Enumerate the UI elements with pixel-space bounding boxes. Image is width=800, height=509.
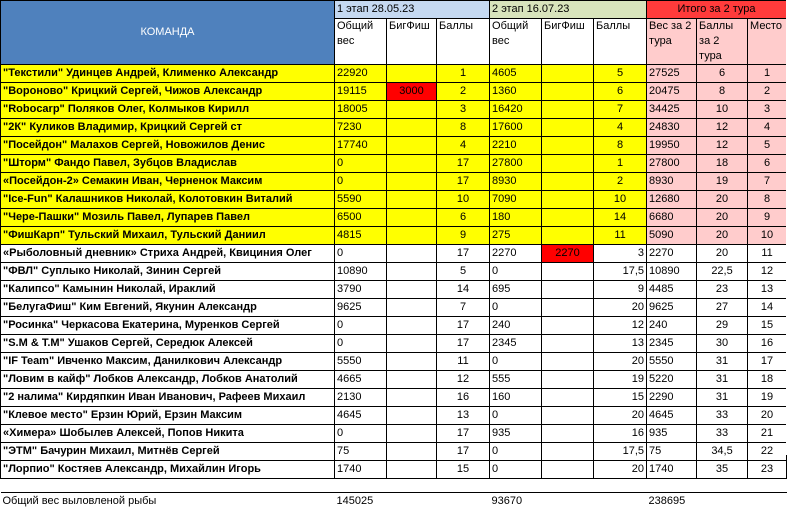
bigfish1-cell[interactable] bbox=[387, 209, 437, 227]
points2-cell[interactable]: 20 bbox=[594, 407, 647, 425]
total-points-cell[interactable]: 20 bbox=[697, 245, 748, 263]
total-weight-cell[interactable]: 240 bbox=[647, 317, 697, 335]
total-points-cell[interactable]: 19 bbox=[697, 173, 748, 191]
weight2-cell[interactable]: 555 bbox=[490, 371, 542, 389]
team-cell[interactable]: "2К" Куликов Владимир, Крицкий Сергей ст bbox=[1, 119, 335, 137]
bigfish2-cell[interactable] bbox=[542, 155, 594, 173]
weight1-cell[interactable]: 0 bbox=[335, 173, 387, 191]
points2-cell[interactable]: 20 bbox=[594, 299, 647, 317]
weight2-cell[interactable]: 17600 bbox=[490, 119, 542, 137]
weight2-cell[interactable]: 2210 bbox=[490, 137, 542, 155]
bigfish2-cell[interactable] bbox=[542, 137, 594, 155]
weight1-cell[interactable]: 22920 bbox=[335, 65, 387, 83]
bigfish1-cell[interactable]: 3000 bbox=[387, 83, 437, 101]
bigfish2-cell[interactable] bbox=[542, 407, 594, 425]
weight2-cell[interactable]: 275 bbox=[490, 227, 542, 245]
place-cell[interactable]: 15 bbox=[748, 317, 787, 335]
table-row bbox=[1, 389, 787, 407]
place-cell[interactable]: 19 bbox=[748, 389, 787, 407]
weight2-cell[interactable]: 7090 bbox=[490, 191, 542, 209]
team-cell[interactable]: "ЭТМ" Бачурин Михаил, Митнёв Сергей bbox=[1, 443, 335, 461]
team-cell[interactable]: "ФВЛ" Суплыко Николай, Зинин Сергей bbox=[1, 263, 335, 281]
empty-cell[interactable] bbox=[542, 479, 594, 493]
weight1-cell[interactable]: 0 bbox=[335, 317, 387, 335]
place-cell[interactable]: 10 bbox=[748, 227, 787, 245]
points2-cell[interactable]: 4 bbox=[594, 119, 647, 137]
empty-cell[interactable] bbox=[437, 493, 490, 509]
weight2-cell[interactable]: 935 bbox=[490, 425, 542, 443]
place-cell[interactable]: 22 bbox=[748, 443, 787, 461]
total-weight-cell[interactable]: 9625 bbox=[647, 299, 697, 317]
place-cell[interactable]: 14 bbox=[748, 299, 787, 317]
weight2-cell[interactable]: 4605 bbox=[490, 65, 542, 83]
table-row bbox=[1, 245, 787, 263]
total-points-cell[interactable]: 12 bbox=[697, 119, 748, 137]
bigfish1-cell[interactable] bbox=[387, 461, 437, 479]
bigfish1-cell[interactable] bbox=[387, 371, 437, 389]
table-row bbox=[1, 299, 787, 317]
team-cell[interactable]: "Вороново" Крицкий Сергей, Чижов Александр bbox=[1, 83, 335, 101]
weight2-cell[interactable]: 180 bbox=[490, 209, 542, 227]
summary-row bbox=[1, 493, 787, 509]
points1-cell[interactable]: 17 bbox=[437, 245, 490, 263]
points1-cell[interactable]: 17 bbox=[437, 335, 490, 353]
table-row bbox=[1, 461, 787, 479]
weight2-cell[interactable]: 16420 bbox=[490, 101, 542, 119]
points2-cell[interactable]: 17,5 bbox=[594, 263, 647, 281]
weight1-cell[interactable]: 3790 bbox=[335, 281, 387, 299]
header-bigfish1[interactable]: БигФиш bbox=[387, 19, 437, 65]
total-points-cell[interactable]: 29 bbox=[697, 317, 748, 335]
bigfish2-cell[interactable] bbox=[542, 101, 594, 119]
points2-cell[interactable]: 9 bbox=[594, 281, 647, 299]
points2-cell[interactable]: 3 bbox=[594, 245, 647, 263]
total-weight-cell[interactable]: 935 bbox=[647, 425, 697, 443]
empty-cell[interactable] bbox=[1, 479, 335, 493]
team-cell[interactable]: "2 налима" Кирдяпкин Иван Иванович, Рафеев Михаил bbox=[1, 389, 335, 407]
team-cell[interactable]: "Росинка" Черкасова Екатерина, Муренков Сергей bbox=[1, 317, 335, 335]
spacer-row bbox=[1, 479, 787, 493]
place-cell[interactable]: 2 bbox=[748, 83, 787, 101]
bigfish1-cell[interactable] bbox=[387, 425, 437, 443]
table-row bbox=[1, 407, 787, 425]
header-place[interactable]: Место bbox=[748, 19, 787, 65]
empty-cell[interactable] bbox=[748, 493, 787, 509]
total-weight-cell[interactable]: 4645 bbox=[647, 407, 697, 425]
weight2-cell[interactable]: 2270 bbox=[490, 245, 542, 263]
place-cell[interactable]: 5 bbox=[748, 137, 787, 155]
total-weight-cell[interactable]: 75 bbox=[647, 443, 697, 461]
table-row bbox=[1, 209, 787, 227]
empty-cell[interactable] bbox=[647, 479, 697, 493]
weight2-cell[interactable]: 0 bbox=[490, 299, 542, 317]
weight1-cell[interactable]: 10890 bbox=[335, 263, 387, 281]
points1-cell[interactable]: 13 bbox=[437, 407, 490, 425]
points1-cell[interactable]: 17 bbox=[437, 155, 490, 173]
header-total[interactable]: Итого за 2 тура bbox=[647, 1, 787, 19]
total-points-cell[interactable]: 30 bbox=[697, 335, 748, 353]
points2-cell[interactable]: 20 bbox=[594, 461, 647, 479]
weight2-cell[interactable]: 1360 bbox=[490, 83, 542, 101]
weight1-cell[interactable]: 0 bbox=[335, 245, 387, 263]
weight1-cell[interactable]: 4665 bbox=[335, 371, 387, 389]
total-weight-cell[interactable]: 24830 bbox=[647, 119, 697, 137]
empty-cell[interactable] bbox=[387, 479, 437, 493]
weight1-cell[interactable]: 75 bbox=[335, 443, 387, 461]
summary-weight2[interactable]: 93670 bbox=[490, 493, 542, 509]
total-weight-cell[interactable]: 12680 bbox=[647, 191, 697, 209]
total-weight-cell[interactable]: 6680 bbox=[647, 209, 697, 227]
empty-cell[interactable] bbox=[542, 493, 594, 509]
empty-cell[interactable] bbox=[387, 493, 437, 509]
table-row bbox=[1, 335, 787, 353]
place-cell[interactable]: 13 bbox=[748, 281, 787, 299]
weight2-cell[interactable]: 27800 bbox=[490, 155, 542, 173]
bigfish1-cell[interactable] bbox=[387, 173, 437, 191]
weight2-cell[interactable]: 0 bbox=[490, 461, 542, 479]
summary-label[interactable]: Общий вес выловленой рыбы bbox=[1, 493, 335, 509]
points1-cell[interactable]: 17 bbox=[437, 317, 490, 335]
weight1-cell[interactable]: 7230 bbox=[335, 119, 387, 137]
bigfish2-cell[interactable] bbox=[542, 281, 594, 299]
points1-cell[interactable]: 16 bbox=[437, 389, 490, 407]
points2-cell[interactable]: 11 bbox=[594, 227, 647, 245]
team-cell[interactable]: "S.M & T.M" Ушаков Сергей, Середюк Алексей bbox=[1, 335, 335, 353]
place-cell[interactable]: 8 bbox=[748, 191, 787, 209]
total-points-cell[interactable]: 20 bbox=[697, 191, 748, 209]
team-cell[interactable]: "Шторм" Фандо Павел, Зубцов Владислав bbox=[1, 155, 335, 173]
table-row bbox=[1, 173, 787, 191]
weight1-cell[interactable]: 0 bbox=[335, 335, 387, 353]
bigfish2-cell[interactable] bbox=[542, 371, 594, 389]
points1-cell[interactable]: 7 bbox=[437, 299, 490, 317]
place-cell[interactable]: 23 bbox=[748, 461, 787, 479]
weight2-cell[interactable]: 160 bbox=[490, 389, 542, 407]
points1-cell[interactable]: 4 bbox=[437, 137, 490, 155]
bigfish1-cell[interactable] bbox=[387, 119, 437, 137]
total-points-cell[interactable]: 20 bbox=[697, 209, 748, 227]
header-points1[interactable]: Баллы bbox=[437, 19, 490, 65]
total-points-cell[interactable]: 31 bbox=[697, 371, 748, 389]
points1-cell[interactable]: 1 bbox=[437, 65, 490, 83]
total-weight-cell[interactable]: 2345 bbox=[647, 335, 697, 353]
empty-cell[interactable] bbox=[697, 493, 748, 509]
bigfish1-cell[interactable] bbox=[387, 389, 437, 407]
place-cell[interactable]: 6 bbox=[748, 155, 787, 173]
weight1-cell[interactable]: 17740 bbox=[335, 137, 387, 155]
team-cell[interactable]: "Посейдон" Малахов Сергей, Новожилов Денис bbox=[1, 137, 335, 155]
bigfish2-cell[interactable] bbox=[542, 299, 594, 317]
points2-cell[interactable]: 8 bbox=[594, 137, 647, 155]
points1-cell[interactable]: 6 bbox=[437, 209, 490, 227]
points1-cell[interactable]: 9 bbox=[437, 227, 490, 245]
total-points-cell[interactable]: 22,5 bbox=[697, 263, 748, 281]
bigfish1-cell[interactable] bbox=[387, 245, 437, 263]
place-cell[interactable]: 18 bbox=[748, 371, 787, 389]
team-cell[interactable]: "БелугаФиш" Ким Евгений, Якунин Александр bbox=[1, 299, 335, 317]
weight2-cell[interactable]: 0 bbox=[490, 263, 542, 281]
table-row bbox=[1, 263, 787, 281]
empty-cell[interactable] bbox=[490, 479, 542, 493]
summary-weight1[interactable]: 145025 bbox=[335, 493, 387, 509]
points1-cell[interactable]: 17 bbox=[437, 425, 490, 443]
total-weight-cell[interactable]: 4485 bbox=[647, 281, 697, 299]
points2-cell[interactable]: 17,5 bbox=[594, 443, 647, 461]
points1-cell[interactable]: 14 bbox=[437, 281, 490, 299]
bigfish2-cell[interactable] bbox=[542, 335, 594, 353]
weight2-cell[interactable]: 0 bbox=[490, 443, 542, 461]
bigfish2-cell[interactable] bbox=[542, 119, 594, 137]
weight1-cell[interactable]: 0 bbox=[335, 155, 387, 173]
points2-cell[interactable]: 14 bbox=[594, 209, 647, 227]
points1-cell[interactable]: 10 bbox=[437, 191, 490, 209]
team-cell[interactable]: "Калипсо" Камынин Николай, Ираклий bbox=[1, 281, 335, 299]
total-weight-cell[interactable]: 27525 bbox=[647, 65, 697, 83]
bigfish1-cell[interactable] bbox=[387, 137, 437, 155]
bigfish1-cell[interactable] bbox=[387, 281, 437, 299]
place-cell[interactable]: 20 bbox=[748, 407, 787, 425]
weight1-cell[interactable]: 4645 bbox=[335, 407, 387, 425]
points1-cell[interactable]: 11 bbox=[437, 353, 490, 371]
team-cell[interactable]: "Ловим в кайф" Лобков Александр, Лобков Анатолий bbox=[1, 371, 335, 389]
points1-cell[interactable]: 17 bbox=[437, 173, 490, 191]
weight1-cell[interactable]: 4815 bbox=[335, 227, 387, 245]
points2-cell[interactable]: 13 bbox=[594, 335, 647, 353]
total-points-cell[interactable]: 31 bbox=[697, 389, 748, 407]
sheet-margin bbox=[786, 0, 800, 455]
points2-cell[interactable]: 10 bbox=[594, 191, 647, 209]
place-cell[interactable]: 11 bbox=[748, 245, 787, 263]
place-cell[interactable]: 9 bbox=[748, 209, 787, 227]
total-weight-cell[interactable]: 1740 bbox=[647, 461, 697, 479]
table-row bbox=[1, 119, 787, 137]
table-row bbox=[1, 155, 787, 173]
empty-cell[interactable] bbox=[594, 479, 647, 493]
points2-cell[interactable]: 6 bbox=[594, 83, 647, 101]
team-cell[interactable]: "Robocarp" Поляков Олег, Колмыков Кирилл bbox=[1, 101, 335, 119]
bigfish1-cell[interactable] bbox=[387, 317, 437, 335]
points2-cell[interactable]: 5 bbox=[594, 65, 647, 83]
total-points-cell[interactable]: 34,5 bbox=[697, 443, 748, 461]
bigfish2-cell[interactable] bbox=[542, 227, 594, 245]
place-cell[interactable]: 12 bbox=[748, 263, 787, 281]
bigfish2-cell[interactable] bbox=[542, 65, 594, 83]
points1-cell[interactable]: 12 bbox=[437, 371, 490, 389]
bigfish1-cell[interactable] bbox=[387, 65, 437, 83]
bigfish1-cell[interactable] bbox=[387, 263, 437, 281]
bigfish2-cell[interactable]: 2270 bbox=[542, 245, 594, 263]
total-points-cell[interactable]: 8 bbox=[697, 83, 748, 101]
total-weight-cell[interactable]: 34425 bbox=[647, 101, 697, 119]
bigfish1-cell[interactable] bbox=[387, 227, 437, 245]
header-total-points[interactable]: Баллы за 2 тура bbox=[697, 19, 748, 65]
place-cell[interactable]: 3 bbox=[748, 101, 787, 119]
table-row bbox=[1, 83, 787, 101]
weight1-cell[interactable]: 5590 bbox=[335, 191, 387, 209]
header-total-weight[interactable]: Вес за 2 тура bbox=[647, 19, 697, 65]
total-points-cell[interactable]: 35 bbox=[697, 461, 748, 479]
place-cell[interactable]: 4 bbox=[748, 119, 787, 137]
header-team[interactable]: КОМАНДА bbox=[1, 1, 335, 65]
empty-cell[interactable] bbox=[437, 479, 490, 493]
points1-cell[interactable]: 2 bbox=[437, 83, 490, 101]
table-row bbox=[1, 101, 787, 119]
team-cell[interactable]: "Чере-Пашки" Мозиль Павел, Лупарев Павел bbox=[1, 209, 335, 227]
place-cell[interactable]: 21 bbox=[748, 425, 787, 443]
points2-cell[interactable]: 1 bbox=[594, 155, 647, 173]
place-cell[interactable]: 17 bbox=[748, 353, 787, 371]
total-weight-cell[interactable]: 5220 bbox=[647, 371, 697, 389]
bigfish2-cell[interactable] bbox=[542, 83, 594, 101]
bigfish1-cell[interactable] bbox=[387, 407, 437, 425]
header-weight1[interactable]: Общий вес bbox=[335, 19, 387, 65]
table-row bbox=[1, 317, 787, 335]
team-cell[interactable]: "ФишКарп" Тульский Михаил, Тульский Даниил bbox=[1, 227, 335, 245]
bigfish2-cell[interactable] bbox=[542, 263, 594, 281]
total-weight-cell[interactable]: 27800 bbox=[647, 155, 697, 173]
bigfish2-cell[interactable] bbox=[542, 191, 594, 209]
team-cell[interactable]: "Лорпио" Костяев Александр, Михайлин Игорь bbox=[1, 461, 335, 479]
header-row-top bbox=[1, 1, 787, 19]
table-row bbox=[1, 353, 787, 371]
place-cell[interactable]: 16 bbox=[748, 335, 787, 353]
total-points-cell[interactable]: 33 bbox=[697, 407, 748, 425]
bigfish1-cell[interactable] bbox=[387, 101, 437, 119]
table-row bbox=[1, 443, 787, 461]
table-row bbox=[1, 281, 787, 299]
total-weight-cell[interactable]: 10890 bbox=[647, 263, 697, 281]
table-row bbox=[1, 65, 787, 83]
weight2-cell[interactable]: 2345 bbox=[490, 335, 542, 353]
weight1-cell[interactable]: 18005 bbox=[335, 101, 387, 119]
total-weight-cell[interactable]: 5550 bbox=[647, 353, 697, 371]
header-stage2[interactable]: 2 этап 16.07.23 bbox=[490, 1, 647, 19]
bigfish2-cell[interactable] bbox=[542, 317, 594, 335]
team-cell[interactable]: "Текстили" Удинцев Андрей, Клименко Александр bbox=[1, 65, 335, 83]
header-stage1[interactable]: 1 этап 28.05.23 bbox=[335, 1, 490, 19]
total-points-cell[interactable]: 27 bbox=[697, 299, 748, 317]
header-points2[interactable]: Баллы bbox=[594, 19, 647, 65]
total-weight-cell[interactable]: 8930 bbox=[647, 173, 697, 191]
points2-cell[interactable]: 16 bbox=[594, 425, 647, 443]
weight2-cell[interactable]: 0 bbox=[490, 353, 542, 371]
weight2-cell[interactable]: 240 bbox=[490, 317, 542, 335]
total-points-cell[interactable]: 18 bbox=[697, 155, 748, 173]
points2-cell[interactable]: 7 bbox=[594, 101, 647, 119]
empty-cell[interactable] bbox=[335, 479, 387, 493]
total-weight-cell[interactable]: 5090 bbox=[647, 227, 697, 245]
empty-cell[interactable] bbox=[748, 479, 787, 493]
weight1-cell[interactable]: 1740 bbox=[335, 461, 387, 479]
total-points-cell[interactable]: 10 bbox=[697, 101, 748, 119]
points2-cell[interactable]: 20 bbox=[594, 353, 647, 371]
bigfish2-cell[interactable] bbox=[542, 353, 594, 371]
weight1-cell[interactable]: 19115 bbox=[335, 83, 387, 101]
total-points-cell[interactable]: 23 bbox=[697, 281, 748, 299]
points1-cell[interactable]: 15 bbox=[437, 461, 490, 479]
bigfish1-cell[interactable] bbox=[387, 299, 437, 317]
total-weight-cell[interactable]: 19950 bbox=[647, 137, 697, 155]
weight1-cell[interactable]: 0 bbox=[335, 425, 387, 443]
total-points-cell[interactable]: 6 bbox=[697, 65, 748, 83]
empty-cell[interactable] bbox=[697, 479, 748, 493]
weight2-cell[interactable]: 695 bbox=[490, 281, 542, 299]
weight1-cell[interactable]: 2130 bbox=[335, 389, 387, 407]
bigfish2-cell[interactable] bbox=[542, 461, 594, 479]
points1-cell[interactable]: 8 bbox=[437, 119, 490, 137]
bigfish2-cell[interactable] bbox=[542, 443, 594, 461]
bigfish1-cell[interactable] bbox=[387, 443, 437, 461]
total-weight-cell[interactable]: 2290 bbox=[647, 389, 697, 407]
table-row bbox=[1, 191, 787, 209]
total-points-cell[interactable]: 12 bbox=[697, 137, 748, 155]
weight1-cell[interactable]: 5550 bbox=[335, 353, 387, 371]
bigfish1-cell[interactable] bbox=[387, 353, 437, 371]
bigfish2-cell[interactable] bbox=[542, 173, 594, 191]
weight1-cell[interactable]: 6500 bbox=[335, 209, 387, 227]
table-row bbox=[1, 227, 787, 245]
weight1-cell[interactable]: 9625 bbox=[335, 299, 387, 317]
header-bigfish2[interactable]: БигФиш bbox=[542, 19, 594, 65]
points1-cell[interactable]: 5 bbox=[437, 263, 490, 281]
empty-cell[interactable] bbox=[594, 493, 647, 509]
total-points-cell[interactable]: 33 bbox=[697, 425, 748, 443]
team-cell[interactable]: «Химера» Шобылев Алексей, Попов Никита bbox=[1, 425, 335, 443]
bigfish1-cell[interactable] bbox=[387, 335, 437, 353]
team-cell[interactable]: "Ice-Fun" Калашников Николай, Колотовкин Виталий bbox=[1, 191, 335, 209]
team-cell[interactable]: "IF Team" Ивченко Максим, Данилкович Александр bbox=[1, 353, 335, 371]
team-cell[interactable]: «Рыболовный дневник» Стриха Андрей, Квициния Олег bbox=[1, 245, 335, 263]
bigfish2-cell[interactable] bbox=[542, 209, 594, 227]
table-row bbox=[1, 137, 787, 155]
bigfish2-cell[interactable] bbox=[542, 389, 594, 407]
bigfish2-cell[interactable] bbox=[542, 425, 594, 443]
header-weight2[interactable]: Общий вес bbox=[490, 19, 542, 65]
bigfish1-cell[interactable] bbox=[387, 155, 437, 173]
weight2-cell[interactable]: 0 bbox=[490, 407, 542, 425]
team-cell[interactable]: "Клевое место" Ерзин Юрий, Ерзин Максим bbox=[1, 407, 335, 425]
place-cell[interactable]: 1 bbox=[748, 65, 787, 83]
points2-cell[interactable]: 2 bbox=[594, 173, 647, 191]
weight2-cell[interactable]: 8930 bbox=[490, 173, 542, 191]
points2-cell[interactable]: 12 bbox=[594, 317, 647, 335]
points1-cell[interactable]: 3 bbox=[437, 101, 490, 119]
team-cell[interactable]: «Посейдон-2» Семакин Иван, Черненок Максим bbox=[1, 173, 335, 191]
summary-total-weight[interactable]: 238695 bbox=[647, 493, 697, 509]
table-row bbox=[1, 425, 787, 443]
points2-cell[interactable]: 19 bbox=[594, 371, 647, 389]
total-points-cell[interactable]: 20 bbox=[697, 227, 748, 245]
points2-cell[interactable]: 15 bbox=[594, 389, 647, 407]
table-row bbox=[1, 371, 787, 389]
points1-cell[interactable]: 17 bbox=[437, 443, 490, 461]
bigfish1-cell[interactable] bbox=[387, 191, 437, 209]
total-weight-cell[interactable]: 2270 bbox=[647, 245, 697, 263]
place-cell[interactable]: 7 bbox=[748, 173, 787, 191]
total-points-cell[interactable]: 31 bbox=[697, 353, 748, 371]
total-weight-cell[interactable]: 20475 bbox=[647, 83, 697, 101]
